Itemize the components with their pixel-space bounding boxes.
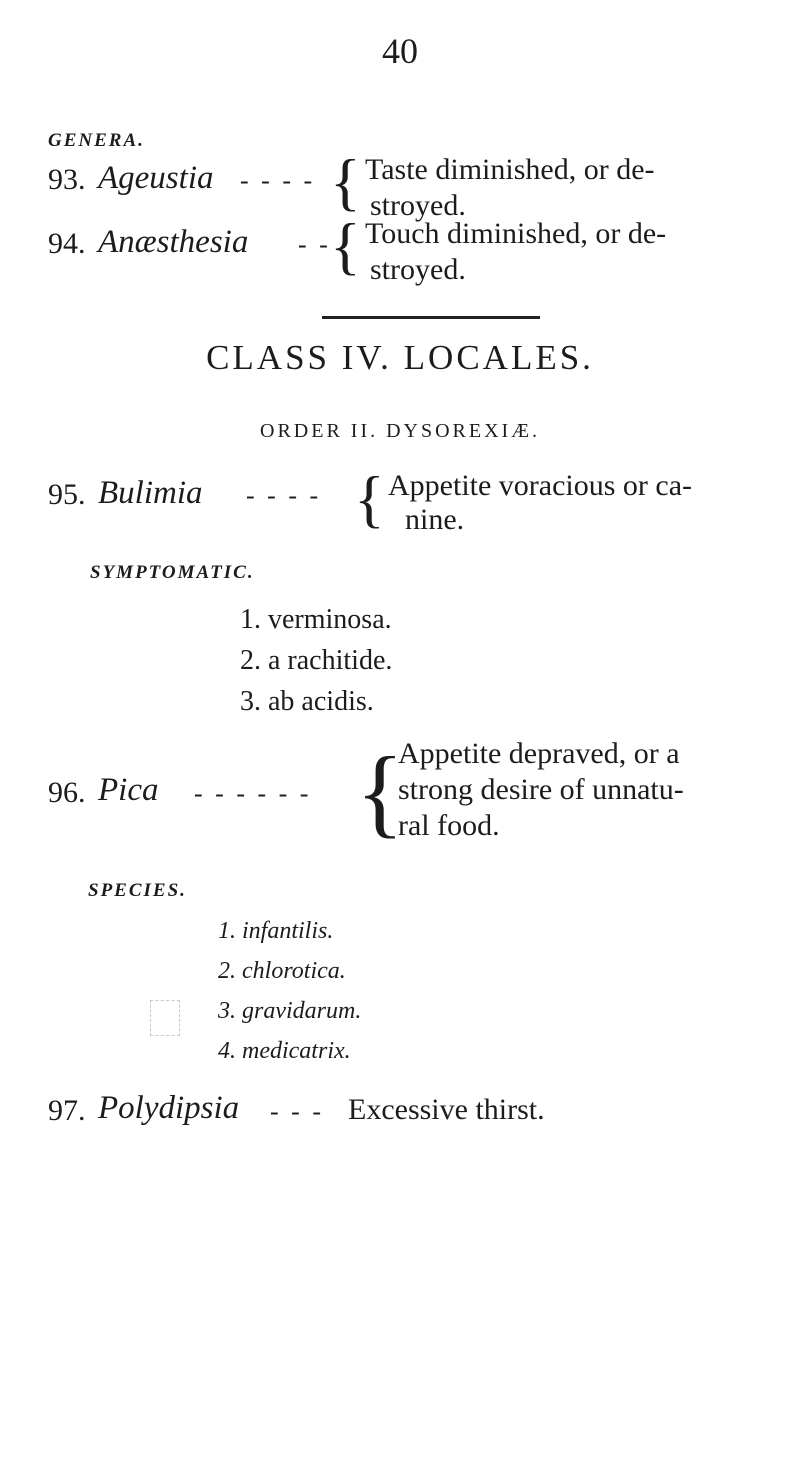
class-title: CLASS IV. LOCALES. xyxy=(206,338,594,377)
entry-description-line: ral food. xyxy=(398,809,500,842)
entry-description-line: strong desire of unnatu- xyxy=(398,773,684,806)
leader-dashes: - - - - - - xyxy=(194,779,312,808)
genera-label: GENERA. xyxy=(48,130,145,151)
list-item: 2. a rachitide. xyxy=(240,645,393,676)
species-item: 4. medicatrix. xyxy=(218,1038,351,1064)
entry-name: Ageustia xyxy=(98,160,214,196)
page-number: 40 xyxy=(382,31,418,71)
entry-description-line: nine. xyxy=(405,503,465,536)
leader-dashes: - - - - xyxy=(240,166,316,195)
entry-number: 93. xyxy=(48,163,86,196)
brace: { xyxy=(354,463,385,534)
leader-dashes: - - - - xyxy=(246,481,322,510)
entry-description-line: stroyed. xyxy=(370,253,466,286)
entry-description: Excessive thirst. xyxy=(348,1093,545,1126)
leader-dashes: - - xyxy=(298,230,331,259)
entry-number: 94. xyxy=(48,227,86,260)
entry-number: 96. xyxy=(48,776,86,809)
brace: { xyxy=(330,210,361,281)
library-stamp xyxy=(150,1000,180,1036)
entry-description-line: Touch diminished, or de- xyxy=(365,217,667,250)
entry-number: 95. xyxy=(48,478,86,511)
species-item: 2. chlorotica. xyxy=(218,958,346,984)
symptomatic-label: SYMPTOMATIC. xyxy=(90,562,255,583)
entry-description-line: Taste diminished, or de- xyxy=(365,153,655,186)
entry-number: 97. xyxy=(48,1094,86,1127)
leader-dashes: - - - xyxy=(270,1097,324,1126)
list-item: 1. verminosa. xyxy=(240,604,392,635)
entry-description-line: Appetite depraved, or a xyxy=(398,737,680,770)
section-rule xyxy=(322,316,540,319)
brace: { xyxy=(330,146,361,217)
entry-description-line: Appetite voracious or ca- xyxy=(388,469,693,502)
species-item: 3. gravidarum. xyxy=(218,998,362,1024)
entry-name: Anæsthesia xyxy=(98,224,249,260)
list-item: 3. ab acidis. xyxy=(240,686,374,717)
species-item: 1. infantilis. xyxy=(218,918,334,944)
order-title: ORDER II. DYSOREXIÆ. xyxy=(260,420,540,442)
species-label: SPECIES. xyxy=(88,880,187,901)
entry-name: Pica xyxy=(98,772,159,808)
entry-name: Bulimia xyxy=(98,475,203,511)
entry-name: Polydipsia xyxy=(98,1090,240,1126)
brace: { xyxy=(356,736,404,847)
entry-description-line: stroyed. xyxy=(370,189,466,222)
